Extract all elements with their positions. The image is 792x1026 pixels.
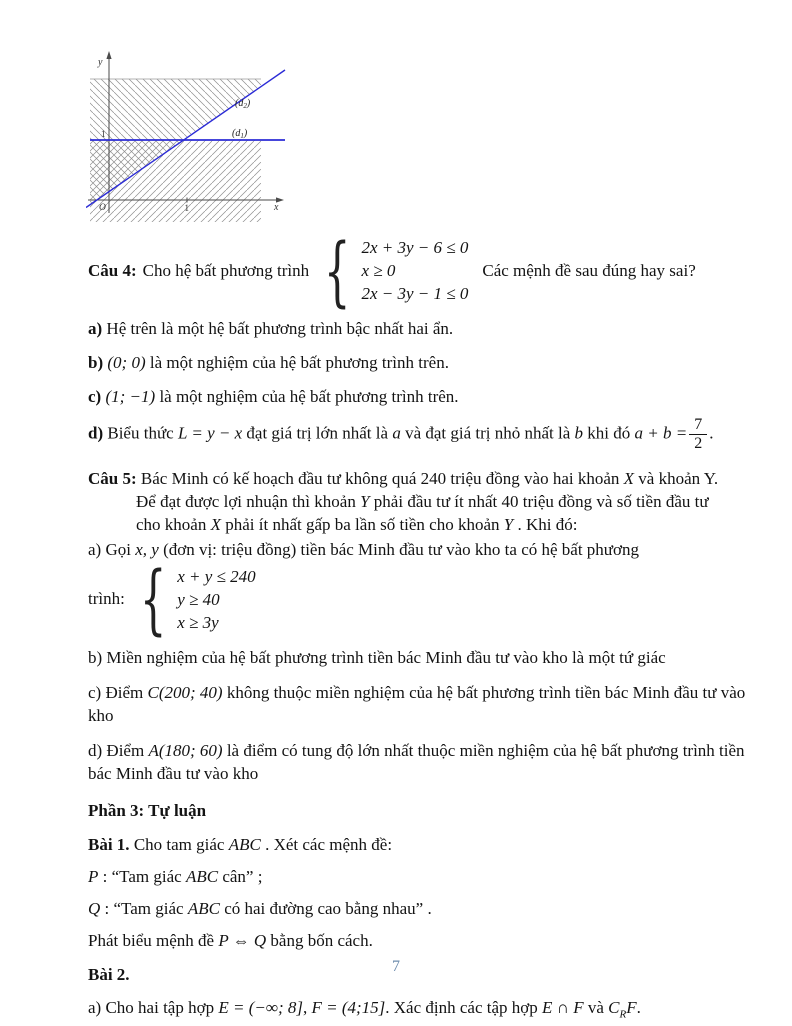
bai2-item-a-text4: và bbox=[583, 997, 609, 1017]
bai2-set-e: E = (−∞; 8] bbox=[218, 997, 303, 1017]
cau5-line2-math1: Y bbox=[360, 491, 370, 511]
linear-inequality-graph bbox=[86, 50, 290, 230]
page-content bbox=[88, 50, 748, 1026]
cau4-item-b bbox=[88, 351, 748, 375]
cau5-ineq-3: x ≥ 3y bbox=[177, 612, 219, 632]
bai1-q-text1: : “Tam giác bbox=[100, 898, 188, 918]
graph-svg bbox=[86, 50, 290, 230]
cau5-item-d-text1: Điểm bbox=[102, 740, 149, 760]
bai1-q-symbol: Q bbox=[88, 898, 101, 918]
cau5-line3-text2: phải ít nhất gấp ba lần số tiền cho khoản bbox=[220, 514, 504, 534]
cau5-line1 bbox=[88, 467, 748, 490]
bai2-complement-end: F bbox=[626, 997, 637, 1017]
y-axis-arrow bbox=[106, 51, 111, 59]
bai2-label: Bài 2. bbox=[88, 964, 130, 984]
cau5-line3 bbox=[88, 513, 748, 536]
cau4-system: { 2x + 3y − 6 ≤ 0 x ≥ 0 2x − 3y − 1 ≤ 0 bbox=[324, 225, 469, 315]
cau5-item-c-text1: Điểm bbox=[101, 682, 148, 702]
cau5-line3-text3: . Khi đó: bbox=[513, 514, 578, 534]
cau4-item-a-label: a) bbox=[88, 319, 103, 338]
cau5-item-a-label: a) bbox=[88, 539, 102, 559]
bai1-final bbox=[88, 929, 748, 952]
cau5-item-a-text1: Gọi bbox=[101, 539, 136, 559]
cau4-item-d-math3: b bbox=[574, 423, 584, 443]
cau4-item-a-text: Hệ trên là một hệ bất phương trình bậc nhất hai ẩn. bbox=[106, 319, 454, 338]
bai1-intro-text2: . Xét các mệnh đề: bbox=[260, 834, 393, 854]
x-axis-label: x bbox=[274, 202, 279, 213]
page-number: 7 bbox=[392, 958, 400, 975]
cau4-ineq-2: x ≥ 0 bbox=[361, 261, 396, 280]
cau5-line1-text1: Bác Minh có kế hoạch đầu tư không quá 240 triệu đồng vào hai khoản bbox=[140, 468, 624, 488]
bai2-item-a-label: a) bbox=[88, 997, 102, 1017]
bai1-statement-p bbox=[88, 865, 748, 888]
cau5-item-c-math1: C(200; 40) bbox=[147, 682, 223, 702]
cau5-line1-math1: X bbox=[623, 468, 635, 488]
cau4-item-d-text4: khi đó bbox=[583, 423, 635, 443]
cau4-item-c-text: là một nghiệm của hệ bất phương trình trên. bbox=[159, 387, 459, 406]
d2-line-label: $(d_2)$ bbox=[235, 98, 251, 110]
cau5-item-d-text2: là điểm có tung độ lớn nhất thuộc miền nghiệm của hệ bất phương trình tiền bbox=[222, 740, 745, 760]
cau4-ineq-3: 2x − 3y − 1 ≤ 0 bbox=[361, 284, 469, 303]
cau5-line3-math1: X bbox=[210, 514, 221, 534]
cau4-label: Câu 4: bbox=[88, 260, 137, 280]
cau4-item-b-text: là một nghiệm của hệ bất phương trình trên. bbox=[149, 353, 449, 372]
bai1-statement-q bbox=[88, 897, 748, 920]
cau5-item-a-math1: x, y bbox=[135, 539, 159, 559]
bai2-item-a-text5: . bbox=[636, 997, 641, 1017]
bai1-intro-text1: Cho tam giác bbox=[129, 834, 229, 854]
bai1-intro-math1: ABC bbox=[228, 834, 261, 854]
cau5-system: { x + y ≤ 240 y ≥ 40 x ≥ 3y bbox=[139, 554, 256, 644]
cau5-item-d-label: d) bbox=[88, 740, 103, 760]
bai1-final-text2: bằng bốn cách. bbox=[266, 930, 373, 950]
cau5-line2 bbox=[88, 490, 748, 513]
bai2-item-a-text1: Cho hai tập hợp bbox=[101, 997, 219, 1017]
bai1-final-math1: P ⇔ Q bbox=[218, 930, 267, 950]
cau5-item-c-line2: kho bbox=[88, 705, 114, 725]
cau4-item-d bbox=[88, 417, 748, 453]
cau4-item-d-text5: . bbox=[709, 423, 714, 443]
d1-line-label: $(d_1)$ bbox=[232, 128, 248, 140]
cau4-intro: Cho hệ bất phương trình bbox=[142, 260, 310, 280]
cau4-item-b-point: (0; 0) bbox=[107, 353, 146, 372]
y-axis-label: y bbox=[98, 57, 103, 68]
bai1-p-text2: cân” ; bbox=[218, 866, 263, 886]
cau5-item-a bbox=[88, 538, 748, 561]
cau5-line2-text1: Để đạt được lợi nhuận thì khoản bbox=[136, 491, 361, 511]
cau5-item-b-label: b) bbox=[88, 647, 103, 667]
bai2-complement-sub: R bbox=[619, 1008, 627, 1021]
cau4-item-d-math4: a + b = bbox=[634, 423, 688, 443]
cau5-label: Câu 5: bbox=[88, 468, 137, 488]
bai2-item-a-text3: . Xác định các tập hợp bbox=[385, 997, 543, 1017]
origin-label: O bbox=[99, 203, 106, 213]
bai2-set-f: F = (4;15] bbox=[311, 997, 386, 1017]
cau4-statement bbox=[88, 225, 748, 315]
fraction-7-2: $\frac{7}{2}$ bbox=[689, 417, 707, 453]
cau5-line3-math2: Y bbox=[503, 514, 514, 534]
cau5-item-d-line2: bác Minh đầu tư vào kho bbox=[88, 763, 259, 783]
cau4-ineq-1: 2x + 3y − 6 ≤ 0 bbox=[361, 238, 469, 257]
cau5-item-c-label: c) bbox=[88, 682, 102, 702]
cau5-item-b-text: Miền nghiệm của hệ bất phương trình tiền bác Minh đầu tư vào kho là một tứ giác bbox=[102, 647, 666, 667]
bai1-p-text1: : “Tam giác bbox=[98, 866, 186, 886]
cau4-item-d-math1: L = y − x bbox=[177, 423, 243, 443]
phan3-heading: Phần 3: Tự luận bbox=[88, 800, 207, 820]
cau4-item-c-point: (1; −1) bbox=[105, 387, 156, 406]
cau4-question: Các mệnh đề sau đúng hay sai? bbox=[482, 260, 696, 280]
cau5-trinh: trình: bbox=[88, 589, 125, 609]
cau4-item-c bbox=[88, 385, 748, 409]
cau5-line2-text2: phải đầu tư ít nhất 40 triệu đồng và số tiền đầu tư bbox=[369, 491, 709, 511]
bai1-p-math2: ABC bbox=[185, 866, 219, 886]
cau5-item-d bbox=[88, 739, 748, 785]
cau5-item-d-math1: A(180; 60) bbox=[148, 740, 223, 760]
cau4-item-d-label: d) bbox=[88, 423, 104, 443]
cau5-line3-text1: cho khoản bbox=[136, 514, 211, 534]
bai1-intro bbox=[88, 833, 748, 856]
cau4-item-c-label: c) bbox=[88, 387, 102, 406]
cau4-item-b-label: b) bbox=[88, 353, 104, 372]
bai1-label: Bài 1. bbox=[88, 834, 130, 854]
x-tick-label: 1 bbox=[184, 203, 189, 213]
bai2-intersection: E ∩ F bbox=[542, 997, 584, 1017]
cau4-item-d-text1: Biểu thức bbox=[107, 423, 178, 443]
cau5-ineq-2: y ≥ 40 bbox=[177, 589, 220, 609]
cau4-item-d-text2: đạt giá trị lớn nhất là bbox=[242, 423, 393, 443]
cau5-ineq-1: x + y ≤ 240 bbox=[177, 566, 256, 586]
bai1-q-text2: có hai đường cao bằng nhau” . bbox=[219, 898, 432, 918]
cau5-system-row bbox=[88, 554, 748, 644]
cau5-item-c-text2: không thuộc miền nghiệm của hệ bất phương trình tiền bác Minh đầu tư vào bbox=[222, 682, 746, 702]
cau5-line1-text2: và khoản Y. bbox=[634, 468, 719, 488]
cau4-item-d-text3: và đạt giá trị nhỏ nhất là bbox=[400, 423, 575, 443]
bai1-q-math2: ABC bbox=[187, 898, 220, 918]
bai2-complement-base: C bbox=[608, 997, 620, 1017]
y-tick-label: 1 bbox=[101, 129, 106, 139]
bai1-final-text1: Phát biểu mệnh đề bbox=[88, 930, 219, 950]
cau5-item-b bbox=[88, 646, 748, 669]
bai1-p-symbol: P bbox=[88, 866, 99, 886]
cau4-item-a bbox=[88, 317, 748, 341]
bai2-item-a bbox=[88, 996, 748, 1026]
bai2-item-a-text2: , bbox=[302, 997, 312, 1017]
cau5-item-c bbox=[88, 681, 748, 727]
cau5-item-a-text2: (đơn vị: triệu đồng) tiền bác Minh đầu tư vào kho ta có hệ bất phương bbox=[158, 539, 640, 559]
cau4-item-d-math2: a bbox=[392, 423, 401, 443]
